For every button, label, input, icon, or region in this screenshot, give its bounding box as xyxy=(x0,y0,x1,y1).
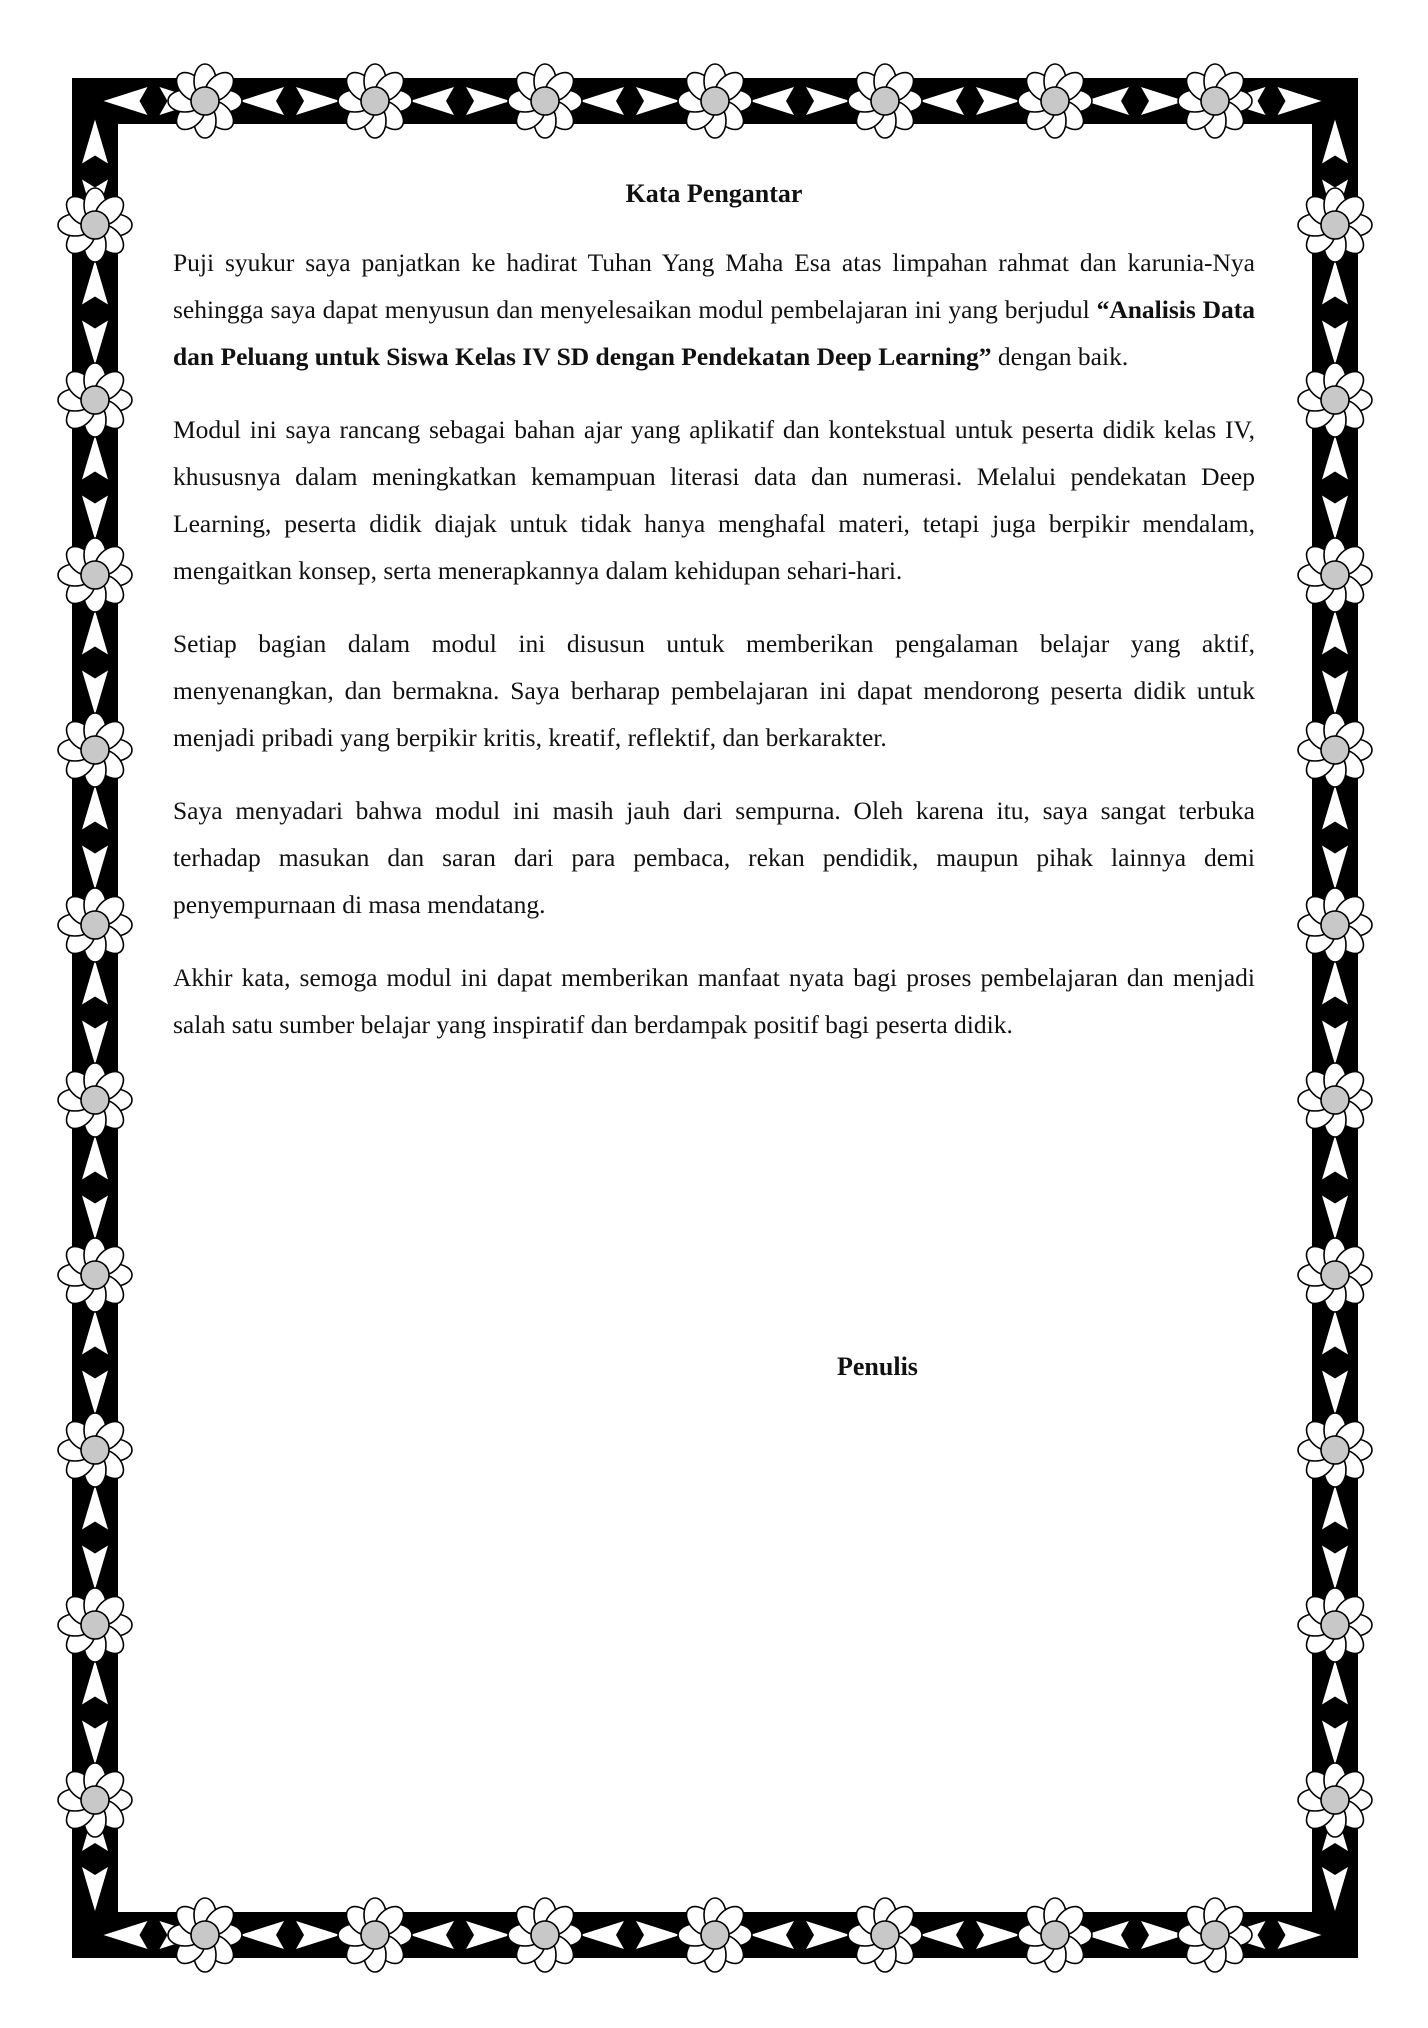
paragraph-4: Saya menyadari bahwa modul ini masih jauh dari sempurna. Oleh karena itu, saya sangat terbuka terhadap masukan dan saran dari para pembaca, rekan pendidik, maupun pihak lainnya demi penyempurnaan di masa mendatang. xyxy=(173,796,1255,919)
flower-center xyxy=(81,1786,109,1814)
flower-icon xyxy=(1298,1588,1372,1662)
flower-center xyxy=(1321,1086,1349,1114)
paragraph-1-intro: Puji syukur saya panjatkan ke hadirat Tuhan Yang Maha Esa atas limpahan rahmat dan karunia-Nya sehingga saya dapat menyusun dan menyelesaikan modul pembelajaran ini yang berjudul xyxy=(173,248,1255,324)
flower-center xyxy=(81,1261,109,1289)
flower-center xyxy=(531,87,559,115)
paragraph-1 xyxy=(173,239,1255,380)
paragraph-5: Akhir kata, semoga modul ini dapat memberikan manfaat nyata bagi proses pembelajaran dan menjadi salah satu sumber belajar yang inspiratif dan berdampak positif bagi peserta didik. xyxy=(173,963,1255,1039)
flower-icon xyxy=(168,64,242,138)
flower-icon xyxy=(168,1898,242,1972)
flower-icon xyxy=(1298,1063,1372,1137)
flower-icon xyxy=(58,363,132,437)
flower-icon xyxy=(848,1898,922,1972)
flower-icon xyxy=(678,64,752,138)
module-title: “Analisis Data dan Peluang untuk Siswa Kelas IV SD dengan Pendekatan Deep Learning” xyxy=(173,295,1256,371)
page-content xyxy=(173,170,1255,1074)
flower-center xyxy=(531,1921,559,1949)
flower-center xyxy=(1321,561,1349,589)
flower-center xyxy=(81,1436,109,1464)
flower-icon xyxy=(1178,64,1252,138)
flower-icon xyxy=(1298,888,1372,962)
flower-icon xyxy=(338,1898,412,1972)
flower-icon xyxy=(58,713,132,787)
flower-icon xyxy=(1298,1413,1372,1487)
flower-center xyxy=(1201,1921,1229,1949)
signature-label: Penulis xyxy=(837,1352,918,1381)
flower-center xyxy=(701,1921,729,1949)
paragraph-3: Setiap bagian dalam modul ini disusun untuk memberikan pengalaman belajar yang aktif, menyenangkan, dan bermakna. Saya berharap pembelajaran ini dapat mendorong peserta didik untuk menjadi pribadi yang berpikir kritis, kreatif, reflektif, dan berkarakter. xyxy=(173,629,1255,752)
flower-center xyxy=(81,211,109,239)
flower-center xyxy=(1321,911,1349,939)
flower-center xyxy=(1321,1611,1349,1639)
paragraph-1-end: dengan baik. xyxy=(991,342,1129,371)
flower-icon xyxy=(1298,188,1372,262)
flower-center xyxy=(1321,736,1349,764)
flower-icon xyxy=(58,1588,132,1662)
flower-center xyxy=(701,87,729,115)
flower-icon xyxy=(58,888,132,962)
flower-center xyxy=(361,1921,389,1949)
flower-center xyxy=(191,1921,219,1949)
flower-center xyxy=(1201,87,1229,115)
flower-icon xyxy=(678,1898,752,1972)
flower-icon xyxy=(1178,1898,1252,1972)
flower-icon xyxy=(1298,538,1372,612)
flower-icon xyxy=(58,1238,132,1312)
flower-icon xyxy=(508,64,582,138)
flower-center xyxy=(1041,1921,1069,1949)
flower-icon xyxy=(338,64,412,138)
flower-center xyxy=(81,386,109,414)
flower-center xyxy=(1321,386,1349,414)
flower-icon xyxy=(508,1898,582,1972)
flower-icon xyxy=(1298,713,1372,787)
flower-icon xyxy=(58,1413,132,1487)
flower-center xyxy=(81,911,109,939)
flower-icon xyxy=(1298,363,1372,437)
flower-center xyxy=(81,1086,109,1114)
flower-icon xyxy=(58,538,132,612)
flower-icon xyxy=(1298,1763,1372,1837)
flower-center xyxy=(361,87,389,115)
flower-center xyxy=(1321,1786,1349,1814)
flower-center xyxy=(1321,211,1349,239)
flower-center xyxy=(871,87,899,115)
flower-center xyxy=(1321,1436,1349,1464)
flower-icon xyxy=(58,1763,132,1837)
flower-center xyxy=(1041,87,1069,115)
flower-center xyxy=(191,87,219,115)
flower-center xyxy=(1321,1261,1349,1289)
flower-icon xyxy=(58,188,132,262)
page-title: Kata Pengantar xyxy=(625,179,803,208)
flower-icon xyxy=(58,1063,132,1137)
flower-icon xyxy=(1018,64,1092,138)
flower-center xyxy=(871,1921,899,1949)
flower-icon xyxy=(848,64,922,138)
paragraph-2: Modul ini saya rancang sebagai bahan ajar yang aplikatif dan kontekstual untuk peserta didik kelas IV, khususnya dalam meningkatkan kemampuan literasi data dan numerasi. Melalui pendekatan Deep Learning, peserta didik diajak untuk tidak hanya menghafal materi, tetapi juga berpikir mendalam, mengaitkan konsep, serta menerapkannya dalam kehidupan sehari-hari. xyxy=(173,415,1255,585)
flower-icon xyxy=(1298,1238,1372,1312)
flower-icon xyxy=(1018,1898,1092,1972)
flower-center xyxy=(81,736,109,764)
flower-center xyxy=(81,1611,109,1639)
flower-center xyxy=(81,561,109,589)
